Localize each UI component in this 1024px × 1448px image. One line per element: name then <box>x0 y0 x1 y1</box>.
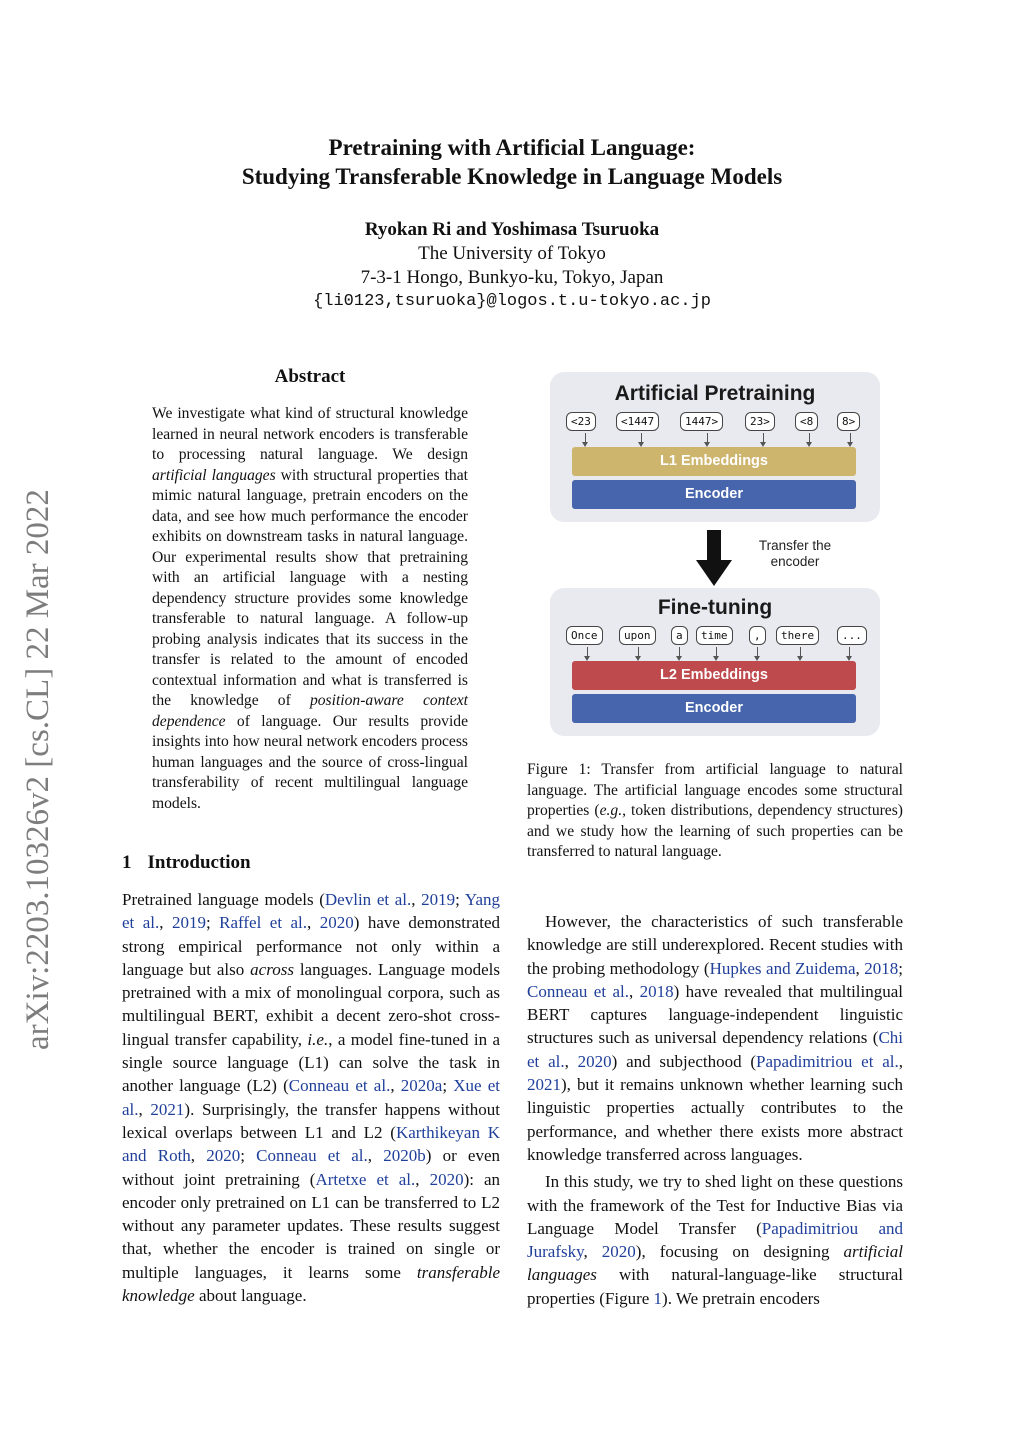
citation-link[interactable]: 2020 <box>319 913 354 933</box>
token-arrow <box>641 433 642 443</box>
figure-caption: Figure 1: Transfer from artificial language to natural language. The artificial language encodes some structural properties (e.g., token distributions, dependency structures) and we study how the learning of such properties can be transferred to natural language. <box>527 761 903 860</box>
citation-link[interactable]: Hupkes and Zuidema <box>709 958 856 978</box>
token-box: upon <box>619 626 656 645</box>
section-number: 1 <box>122 852 132 873</box>
citation-link[interactable]: Artetxe et al. <box>315 1169 416 1189</box>
token-arrow <box>638 647 639 657</box>
author-names: Ryokan Ri and Yoshimasa Tsuruoka <box>364 219 660 240</box>
token-arrow <box>850 433 851 443</box>
paragraph: In this study, we try to shed light on these questions with the framework of the Test for Inductive Bias via Language Model Transfer (Papadimitriou and Jurafsky, 2020), focusing on designing artificial languages with natural-language-like structural properties (Figure 1). We pretrain encoders <box>527 1172 903 1308</box>
token-box: a <box>671 626 688 645</box>
token-box: there <box>776 626 819 645</box>
paper-title <box>0 133 1024 191</box>
finetuning-title: Fine-tuning <box>657 596 773 619</box>
token-arrow <box>587 647 588 657</box>
paragraph: However, the characteristics of such transferable knowledge are still underexplored. Recent studies with the probing methodology (Hupkes and Zuidema, 2018; Conneau et al., 2018) have revealed that multilingual BERT captures language-independent linguistic structures such as universal dependency relations (Chi et al., 2020) and subjecthood (Papadimitriou et al., 2021), but it remains unknown whether learning such linguistic properties actually contributes to the performance, and whether there exists more abstract knowledge transferred across languages. <box>527 912 904 1164</box>
citation-link[interactable]: 2020 <box>206 1146 241 1166</box>
citation-link[interactable]: Papadimitriou and Jurafsky <box>527 1218 903 1262</box>
citation-link[interactable]: Chi et al. <box>527 1028 903 1071</box>
transfer-label: Transfer the encoder <box>758 538 832 569</box>
section-title: Introduction <box>147 852 251 873</box>
citation-link[interactable]: 2021 <box>527 1075 561 1095</box>
token-arrow <box>716 647 717 657</box>
token-box: Once <box>566 626 603 645</box>
citation-link[interactable]: 2019 <box>421 890 456 909</box>
author-block <box>0 218 1024 314</box>
token-box: 8> <box>837 412 860 431</box>
citation-link[interactable]: Devlin et al. <box>324 890 412 909</box>
title-line-2: Studying Transferable Knowledge in Language Models <box>241 164 783 189</box>
citation-link[interactable]: Xue et al. <box>122 1076 501 1119</box>
citation-link[interactable]: 2020 <box>601 1242 636 1262</box>
title-line-1: Pretraining with Artificial Language: <box>328 135 696 160</box>
citation-link[interactable]: Raffel et al. <box>219 913 308 933</box>
citation-link[interactable]: 2021 <box>150 1099 185 1119</box>
citation-link[interactable]: 2020b <box>383 1146 426 1166</box>
abstract-heading: Abstract <box>274 366 346 387</box>
token-arrow <box>585 433 586 443</box>
introduction-paragraph: Pretrained language models (Devlin et al., 2019; Yang et al., 2019; Raffel et al., 2020) have demonstrated strong empirical performance not only within a language but also across languages. Language models pretrained with a mix of monolingual corpora, such as multilingual BERT, exhibit a decent zero-shot cross-lingual transfer capability, i.e., a model fine-tuned in a single source language (L1) can solve the task in another language (L2) (Conneau et al., 2020a; Xue et al., 2021). Surprisingly, the transfer happens without lexical overlaps between L1 and L2 (Karthikeyan K and Roth, 2020; Conneau et al., 2020b) or even without joint pretraining (Artetxe et al., 2020): an encoder only pretrained on L1 can be transferred to L2 without any parameter updates. These results suggest that, whether the encoder is trained on single or multiple languages, it learns some transferable knowledge about language. <box>122 890 501 1306</box>
l1-embeddings-bar: L1 Embeddings <box>572 447 856 476</box>
citation-link[interactable]: Yang et al. <box>122 890 500 933</box>
address: 7-3-1 Hongo, Bunkyo-ku, Tokyo, Japan <box>360 267 664 288</box>
pretraining-title: Artificial Pretraining <box>614 382 816 405</box>
token-box: time <box>696 626 733 645</box>
citation-link[interactable]: Conneau et al. <box>527 981 629 1001</box>
token-arrow <box>679 647 680 657</box>
figure-1 <box>550 372 882 740</box>
token-box: <8 <box>795 412 818 431</box>
citation-link[interactable]: 2019 <box>171 913 206 933</box>
citation-link[interactable]: Conneau et al. <box>288 1076 391 1096</box>
token-box: , <box>749 626 766 645</box>
figure-reference-link[interactable]: 1 <box>653 1288 663 1308</box>
token-arrow <box>800 647 801 657</box>
encoder-bar: Encoder <box>572 480 856 509</box>
l2-embeddings-bar: L2 Embeddings <box>572 661 856 690</box>
citation-link[interactable]: 2020 <box>577 1051 612 1071</box>
token-arrow <box>763 433 764 443</box>
citation-link[interactable]: Karthikeyan K and Roth <box>122 1122 500 1166</box>
transfer-arrow-icon <box>696 530 732 586</box>
introduction-heading <box>122 852 251 874</box>
email: {li0123,tsuruoka}@logos.t.u-tokyo.ac.jp <box>313 292 711 311</box>
citation-link[interactable]: Conneau et al. <box>256 1146 368 1166</box>
token-arrow <box>809 433 810 443</box>
right-column-text <box>527 910 903 1310</box>
affiliation: The University of Tokyo <box>418 243 606 264</box>
arxiv-stamp: arXiv:2203.10326v2 [cs.CL] 22 Mar 2022 <box>20 489 56 1050</box>
abstract-text: We investigate what kind of structural knowledge learned in neural network encoders is transferable to processing natural language. We design artificial languages with structural properties that mimic natural language, pretrain encoders on the data, and see how much performance the encoder exhibits on downstream tasks in natural language. Our experimental results show that pretraining with an artificial language with a nesting dependency structure provides some knowledge transferable to natural language. A follow-up probing analysis indicates that its success in the transfer is related to the amount of encoded contextual information and what is transferred is the knowledge of position-aware context dependence of language. Our results provide insights into how neural network encoders process human languages and the source of cross-lingual transferability of recent multilingual language models. <box>152 405 468 812</box>
finetuning-panel <box>550 588 880 736</box>
token-arrow <box>757 647 758 657</box>
encoder-bar: Encoder <box>572 694 856 723</box>
citation-link[interactable]: 2020a <box>400 1076 443 1096</box>
token-box: 1447> <box>680 412 723 431</box>
token-arrow <box>707 433 708 443</box>
citation-link[interactable]: 2018 <box>864 958 899 978</box>
token-arrow <box>849 647 850 657</box>
pretraining-panel <box>550 372 880 522</box>
citation-link[interactable]: Papadimitriou et al. <box>756 1051 899 1071</box>
citation-link[interactable]: 2018 <box>639 981 674 1001</box>
token-box: ... <box>837 626 867 645</box>
citation-link[interactable]: 2020 <box>429 1169 464 1189</box>
token-box: <1447 <box>616 412 659 431</box>
token-box: <23 <box>566 412 596 431</box>
token-box: 23> <box>745 412 775 431</box>
